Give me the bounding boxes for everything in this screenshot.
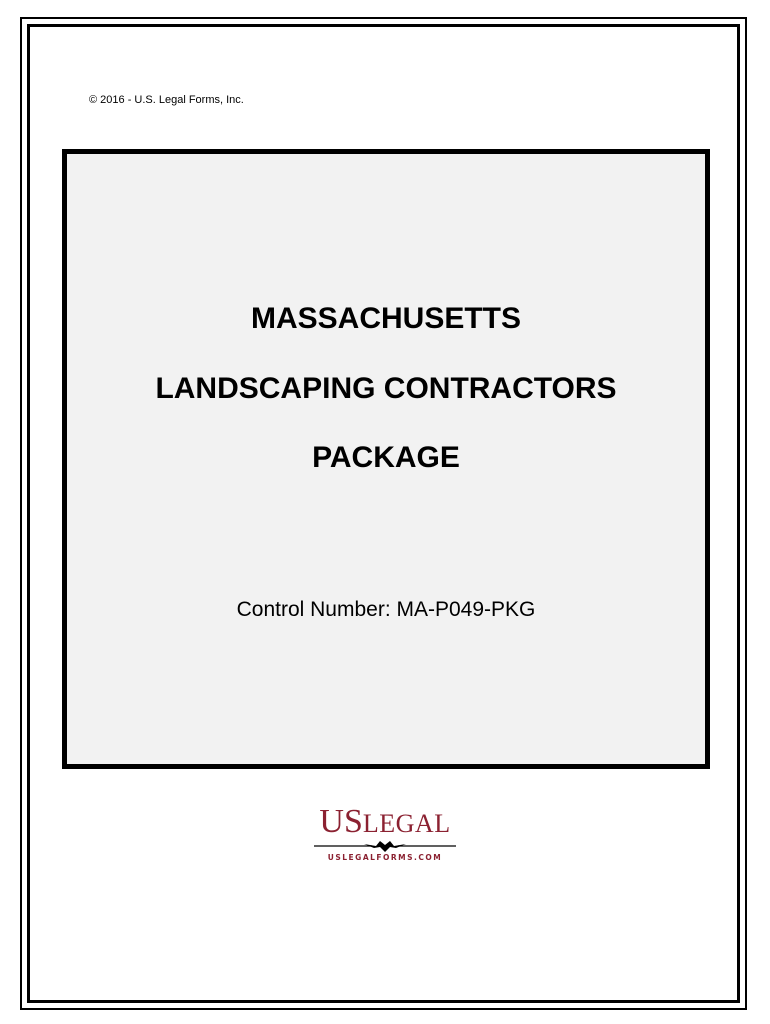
- logo-wordmark: [300, 805, 470, 839]
- logo-legal: LEGAL: [362, 809, 451, 838]
- control-number: Control Number: MA-P049-PKG: [236, 598, 536, 621]
- title-subject: LANDSCAPING CONTRACTORS: [155, 372, 617, 405]
- title-state: MASSACHUSETTS: [250, 302, 521, 335]
- title-box: [62, 149, 710, 769]
- title-package: PACKAGE: [312, 441, 460, 474]
- logo-us: US: [319, 803, 363, 840]
- uslegal-logo: [300, 805, 470, 865]
- copyright-notice: © 2016 - U.S. Legal Forms, Inc.: [89, 94, 244, 106]
- logo-url: USLEGALFORMS.COM: [327, 853, 443, 862]
- eagle-icon: [314, 839, 456, 853]
